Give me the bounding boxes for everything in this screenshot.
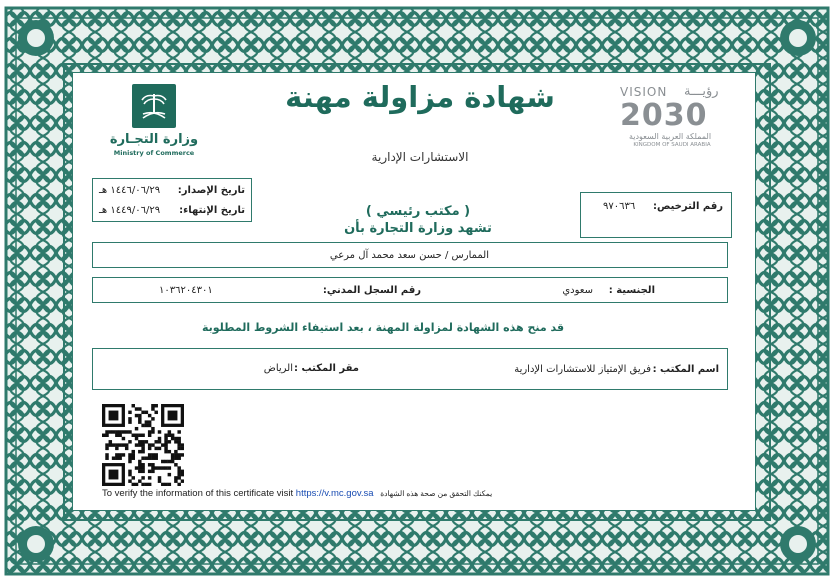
office-name-label: اسم المكتب : xyxy=(652,364,719,375)
verify-text-en: To verify the information of this certificate visit xyxy=(102,488,294,499)
license-number-label: رقم الترخيص: xyxy=(652,201,723,212)
nationality-label: الجنسية : xyxy=(608,285,655,296)
office-box xyxy=(92,348,728,390)
issue-date-label: تاريخ الإصدار: xyxy=(177,185,245,196)
ministry-logo xyxy=(132,84,176,128)
practitioner-box xyxy=(92,242,728,268)
vision-label-en: VISION xyxy=(620,85,668,99)
office-hq-value: الرياض xyxy=(263,363,293,374)
vision-2030-logo xyxy=(612,84,728,148)
dates-box xyxy=(92,178,252,222)
verify-line xyxy=(102,488,522,499)
ministry-name-en: Ministry of Commerce xyxy=(113,149,195,157)
qr-code xyxy=(102,404,184,486)
granted-statement: قد منح هذه الشهادة لمزاولة المهنة ، بعد استيفاء الشروط المطلوبة xyxy=(201,321,565,334)
activity-name: الاستشارات الإدارية xyxy=(371,150,469,164)
practitioner-name: الممارس / حسن سعد محمد آل مرعي xyxy=(329,250,489,261)
palm-swords-emblem-icon xyxy=(132,84,176,128)
verify-text-ar: يمكنك التحقق من صحة هذه الشهادة xyxy=(380,489,493,498)
vision-label-ar: رؤيـــة xyxy=(684,84,719,99)
civil-registry-value: ١٠٣٦٢٠٤٣٠١ xyxy=(159,285,213,296)
expiry-date-value: ١٤٤٩/٠٦/٢٩ هـ xyxy=(99,205,161,216)
nationality-value: سعودي xyxy=(562,285,593,296)
civil-registry-label: رقم السجل المدني: xyxy=(322,285,421,296)
issue-date-value: ١٤٤٦/٠٦/٢٩ هـ xyxy=(99,185,161,196)
office-hq-label: مقر المكتب : xyxy=(294,363,359,374)
vision-kingdom-ar: المملكة العربية السعودية xyxy=(628,132,712,141)
license-number-value: ٩٧٠٦٣٦ xyxy=(603,201,636,212)
ministry-name-ar: وزارة التجـارة xyxy=(109,132,199,147)
verify-url-link[interactable]: https://v.mc.gov.sa xyxy=(295,488,374,499)
vision-kingdom-en: KINGDOM OF SAUDI ARABIA xyxy=(633,142,711,148)
vision-year: 2030 xyxy=(620,98,708,133)
license-box xyxy=(580,192,732,238)
ministry-attests: تشهد وزارة التجارة بأن xyxy=(344,221,492,236)
expiry-date-label: تاريخ الإنتهاء: xyxy=(179,205,245,216)
civil-info-box xyxy=(92,277,728,303)
certificate-title: شهادة مزاولة مهنة xyxy=(285,80,555,114)
office-type: ( مكتب رئيسي ) xyxy=(365,204,471,219)
office-name-value: فريق الإمتياز للاستشارات الإدارية xyxy=(514,364,651,375)
